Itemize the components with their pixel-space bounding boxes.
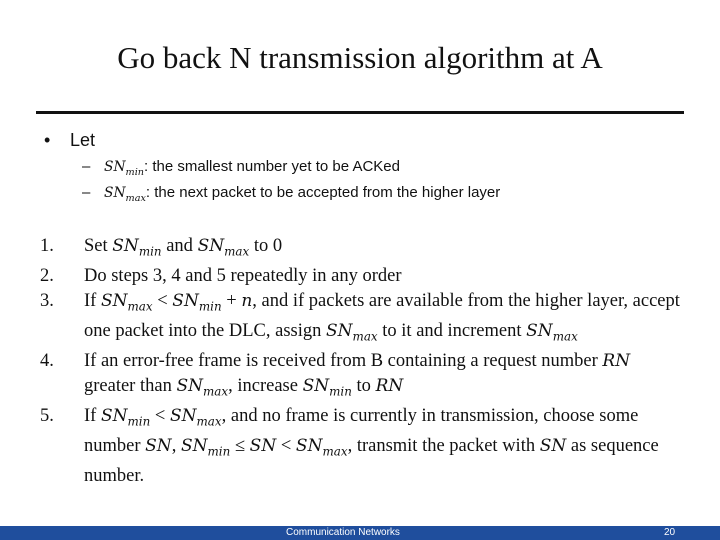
definition-text: : the next packet to be accepted from the higher layer (145, 184, 501, 201)
step-4 (40, 349, 680, 404)
definition-sn-min (82, 158, 400, 178)
step-number: 4. (40, 350, 54, 371)
step-5 (40, 404, 680, 489)
dash-bullet: – (82, 184, 91, 201)
footer-text: Communication Networks (286, 527, 400, 538)
let-bullet: • (44, 130, 51, 150)
step-number: 1. (40, 236, 54, 256)
step-2 (40, 264, 680, 289)
page-number: 20 (664, 527, 676, 538)
variable: $SN_{max}$ (104, 185, 146, 204)
let-label: Let (70, 130, 96, 150)
algorithm-steps (40, 234, 680, 489)
step-number: 5. (40, 405, 54, 426)
step-1 (40, 234, 680, 264)
step-text: Do steps 3, 4 and 5 repeatedly in any order (84, 266, 402, 287)
step-text: If $SN_{min} < SN_{max}$, and no frame is currently in transmission, choose some number SN, $SN_{min}$ ≤ SN < $SN_{max}$, transmit the packet with SN as sequence number. (84, 405, 659, 486)
step-number: 3. (40, 290, 54, 311)
slide-title: Go back N transmission algorithm at A (117, 40, 603, 75)
step-text: Set $SN_{min}$ and $SN_{max}$ to 0 (84, 236, 283, 259)
step-number: 2. (40, 266, 54, 287)
step-text: If an error-free frame is received from B containing a request number RN greater than $SN_{max}$, increase $SN_{min}$ to RN (84, 350, 631, 399)
step-text: If $SN_{max} < SN_{min} + n$, and if packets are available from the higher layer, accept one packet into the DLC, assign $SN_{max}$ to it and increment $SN_{max}$ (84, 290, 680, 344)
definition-text: : the smallest number yet to be ACKed (144, 158, 400, 175)
variable: $SN_{min}$ (104, 159, 144, 178)
definition-sn-max (82, 184, 500, 204)
step-3 (40, 289, 680, 349)
title-divider (36, 111, 684, 114)
dash-bullet: – (82, 158, 91, 175)
